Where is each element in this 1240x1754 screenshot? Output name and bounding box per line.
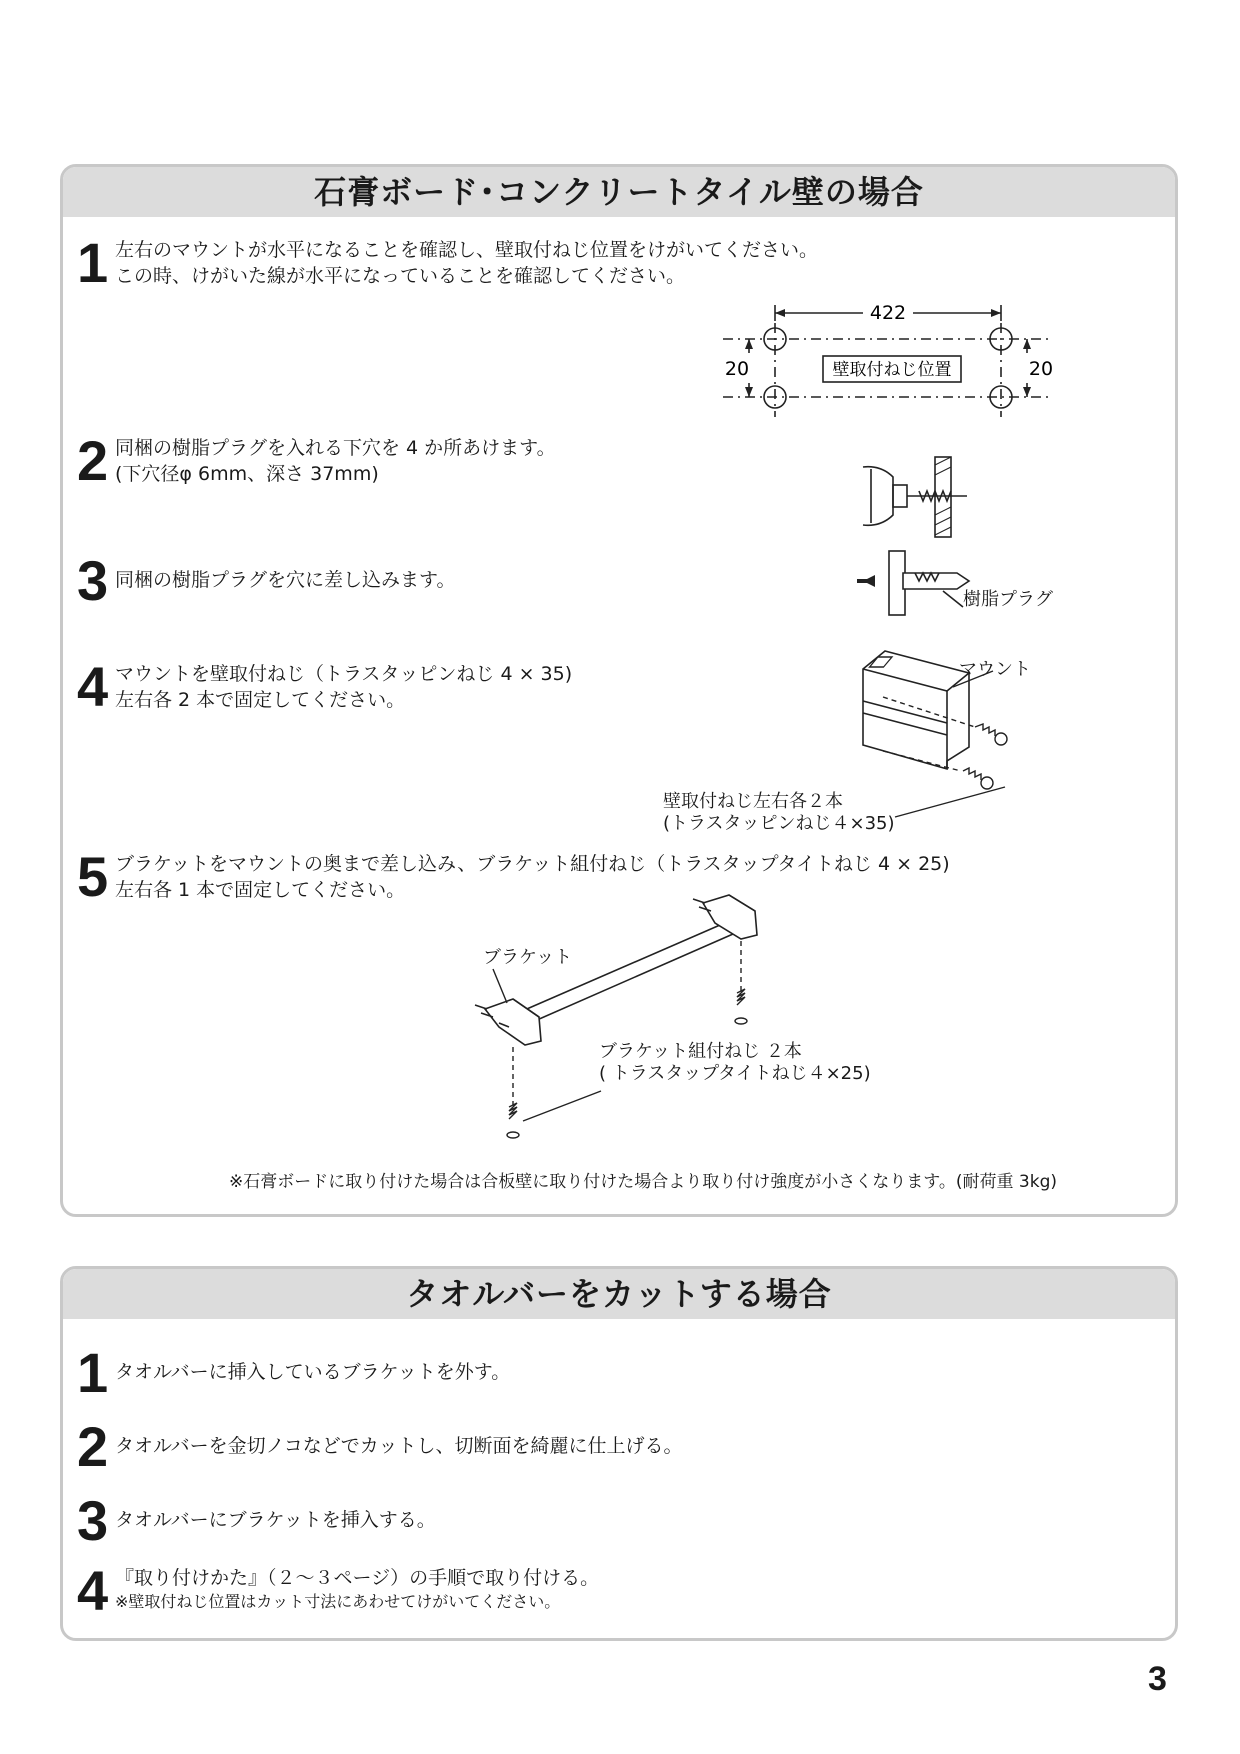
step-subnote: ※壁取付ねじ位置はカット寸法にあわせてけがいてください。 [115, 1592, 561, 1611]
screw-position-diagram [723, 293, 1103, 423]
step-text [115, 567, 455, 593]
screw-head [995, 733, 1007, 745]
strength-note: ※石膏ボードに取り付けた場合は合板壁に取り付けた場合より取り付け強度が小さくなります。(耐荷重 3kg) [229, 1172, 1058, 1192]
bracket-screw-label-line1: ブラケット組付ねじ ２本 [599, 1041, 802, 1062]
mount-body [863, 651, 969, 769]
step-line: ブラケットをマウントの奥まで差し込み、ブラケット組付ねじ（トラスタップタイトねじ 4 × 25) [115, 853, 950, 875]
step-number: 2 [77, 429, 109, 492]
page-number: 3 [1148, 1660, 1167, 1698]
bracket-screw-label-line2: ( トラスタップタイトねじ４×25) [599, 1063, 871, 1084]
height-dimension-left: 20 [724, 358, 750, 380]
step-line: 同梱の樹脂プラグを入れる下穴を 4 か所あけます。 [115, 437, 556, 459]
step-line: 左右各 1 本で固定してください。 [115, 879, 406, 901]
towel-bar-bottom [521, 927, 749, 1027]
screw-icon-right [737, 989, 745, 1005]
arrow-head [1023, 387, 1031, 397]
step-number: 3 [77, 1489, 109, 1552]
wall-screw-label-line1: 壁取付ねじ左右各２本 [663, 791, 843, 812]
step-line: タオルバーに挿入しているブラケットを外す。 [115, 1361, 511, 1383]
height-dimension-right: 20 [1028, 358, 1054, 380]
leader-line [493, 969, 507, 1003]
screw-head [735, 1018, 747, 1024]
leader-line-screw [895, 781, 1015, 821]
step-number: 4 [77, 1559, 109, 1622]
drill-chuck [893, 485, 907, 507]
screw-position-label: 壁取付ねじ位置 [832, 360, 952, 380]
step-number: 3 [77, 549, 109, 612]
leader-line [523, 1091, 601, 1121]
resin-plug [903, 573, 969, 589]
section-gypsum-board [60, 164, 1178, 1217]
section-cut-towel-bar [60, 1266, 1178, 1641]
step-number: 2 [77, 1415, 109, 1478]
arrow-head [991, 309, 1001, 317]
step-number: 5 [77, 845, 109, 908]
step-line: (下穴径φ 6mm、深さ 37mm) [115, 463, 379, 485]
leader-line [943, 591, 963, 607]
step-text [115, 1359, 510, 1385]
step-line: 『取り付けかた』（２～３ページ）の手順で取り付ける。 [115, 1567, 600, 1589]
resin-plug-label: 樹脂プラグ [963, 589, 1053, 610]
bracket-right [703, 895, 757, 939]
section-title: 石膏ボード･コンクリートタイル壁の場合 [63, 167, 1175, 217]
step-number: 1 [77, 231, 109, 294]
bracket-label: ブラケット [483, 947, 573, 968]
towel-bar-diagram [473, 895, 813, 1155]
drill-body [863, 467, 893, 526]
screw-icon [975, 724, 995, 736]
arrow-head [745, 339, 753, 349]
step-text [115, 661, 572, 713]
drill-diagram [863, 457, 1003, 537]
step-line: 左右のマウントが水平になることを確認し、壁取付ねじ位置をけがいてください。 [115, 239, 819, 261]
bracket-pin [475, 1005, 487, 1009]
step-line: マウントを壁取付ねじ（トラスタッピンねじ 4 × 35) [115, 663, 573, 685]
step-line: この時、けがいた線が水平になっていることを確認してください。 [115, 265, 686, 287]
step-text [115, 435, 556, 487]
mount-label: マウント [959, 659, 1031, 680]
screw-icon-left [509, 1103, 517, 1119]
wall-screw-label-line2: (トラスタッピンねじ４×35) [663, 813, 895, 834]
screw-icon [963, 768, 981, 780]
width-dimension: 422 [869, 302, 907, 324]
arrow-head [775, 309, 785, 317]
step-text [115, 237, 818, 289]
arrow-head [745, 387, 753, 397]
step-number: 1 [77, 1341, 109, 1404]
step-text [115, 1565, 599, 1613]
step-line: 左右各 2 本で固定してください。 [115, 689, 406, 711]
bracket-screw-label [599, 1041, 871, 1085]
step-text [115, 1433, 683, 1459]
bracket-pin [693, 899, 705, 903]
wall-screw-label [663, 791, 895, 835]
arrow-head [1023, 339, 1031, 349]
step-number: 4 [77, 655, 109, 718]
section-title: タオルバーをカットする場合 [63, 1269, 1175, 1319]
screw-head [507, 1132, 519, 1138]
step-text [115, 1507, 436, 1533]
step-line: 同梱の樹脂プラグを穴に差し込みます。 [115, 569, 456, 591]
step-line: タオルバーにブラケットを挿入する。 [115, 1509, 436, 1531]
step-line: タオルバーを金切ノコなどでカットし、切断面を綺麗に仕上げる。 [115, 1435, 683, 1457]
